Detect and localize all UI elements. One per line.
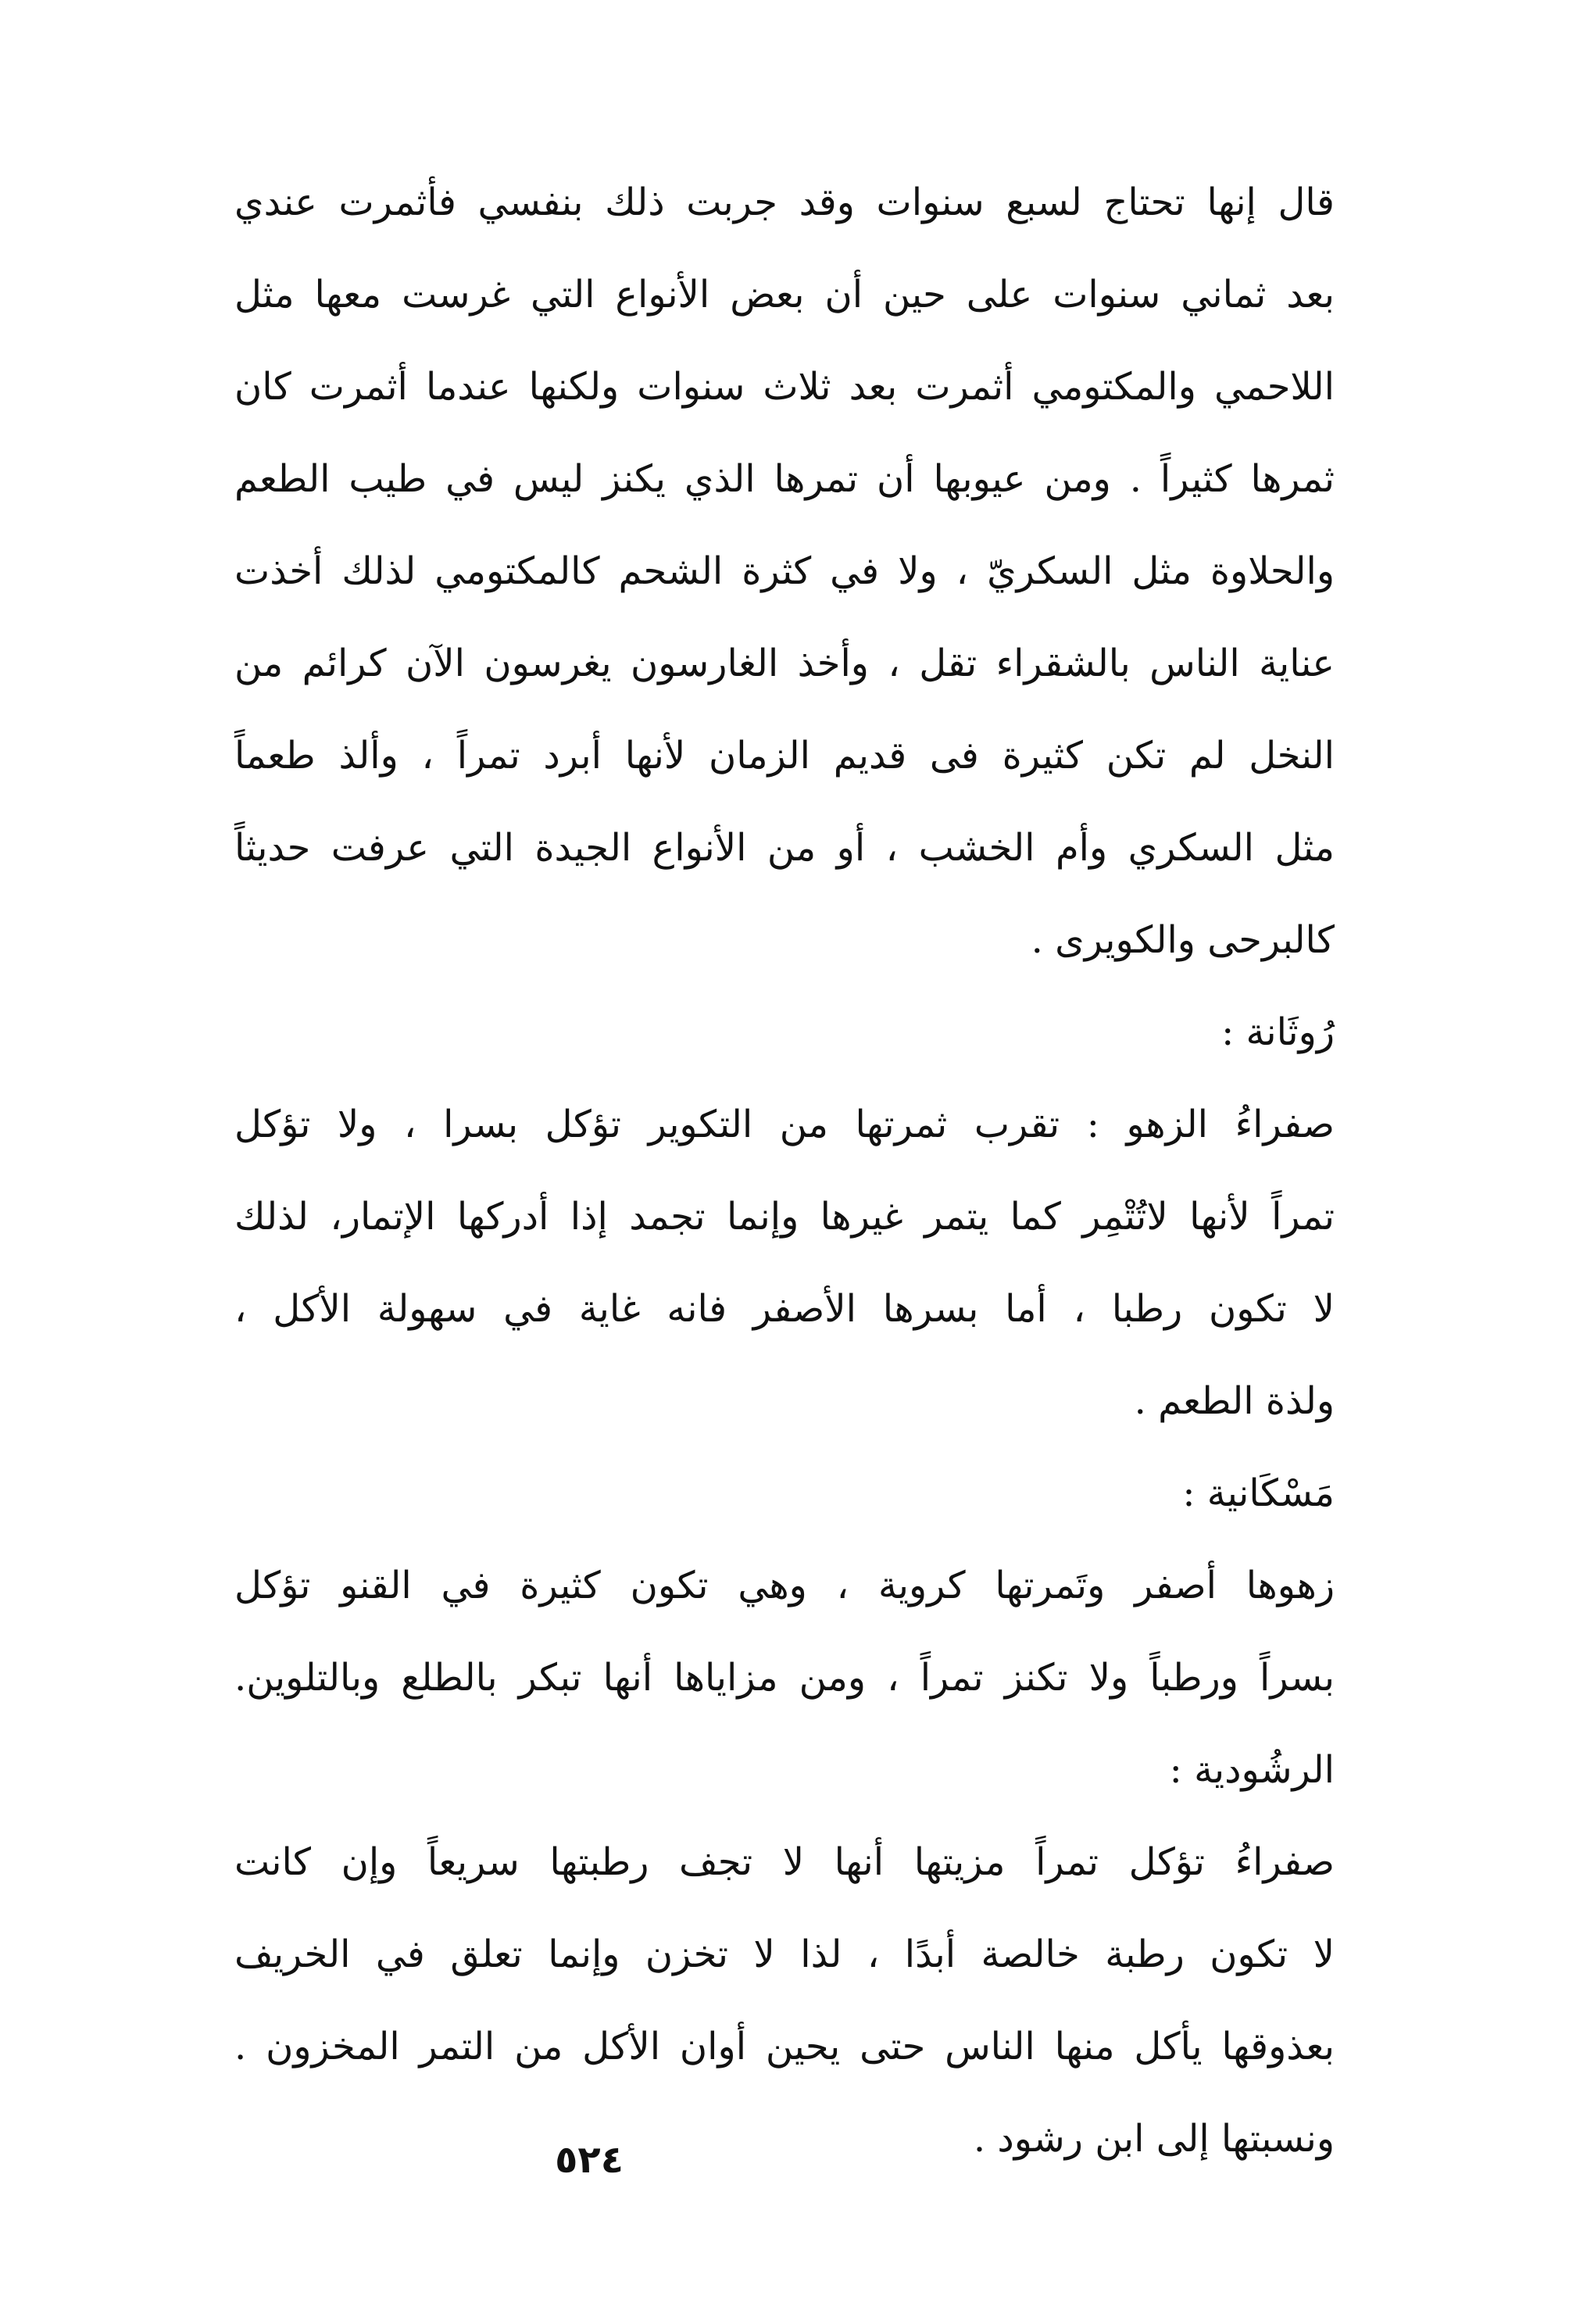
text-line: ونسبتها إلى ابن رشود . <box>973 2117 1335 2161</box>
text-line: ولذة الطعم . <box>1134 1379 1335 1423</box>
page-number: ٥٢٤ <box>555 2138 624 2182</box>
text-line: قال إنها تحتاج لسبع سنوات وقد جربت ذلك بنفسي فأثمرت عندي <box>234 181 1335 224</box>
text-line: بسراً ورطباً ولا تكنز تمراً ، ومن مزاياها أنها تبكر بالطلع وبالتلوين. <box>234 1656 1335 1700</box>
section-heading: الرشُودية : <box>1169 1748 1335 1792</box>
text-line: اللاحمي والمكتومي أثمرت بعد ثلاث سنوات ولكنها عندما أثمرت كان <box>234 365 1335 409</box>
text-line: عناية الناس بالشقراء تقل ، وأخذ الغارسون يغرسون الآن كرائم من <box>234 642 1335 685</box>
text-line: لا تكون رطبة خالصة أبدًا ، لذا لا تخزن وإنما تعلق في الخريف <box>234 1932 1335 1976</box>
page-text-block <box>234 156 1335 2185</box>
text-line: صفراءُ الزهو : تقرب ثمرتها من التكوير تؤكل بسرا ، ولا تؤكل <box>234 1103 1335 1146</box>
text-line: زهوها أصفر وتَمرتها كروية ، وهي تكون كثيرة في القنو تؤكل <box>234 1564 1335 1607</box>
text-line: مثل السكري وأم الخشب ، أو من الأنواع الجيدة التي عرفت حديثاً <box>234 826 1335 870</box>
text-line: والحلاوة مثل السكريّ ، ولا في كثرة الشحم كالمكتومي لذلك أخذت <box>234 549 1335 593</box>
text-line: النخل لم تكن كثيرة فى قديم الزمان لأنها أبرد تمراً ، وألذ طعماً <box>234 734 1335 778</box>
section-heading: مَسْكَانية : <box>1182 1471 1335 1515</box>
text-line: ثمرها كثيراً . ومن عيوبها أن تمرها الذي يكنز ليس في طيب الطعم <box>234 457 1335 501</box>
text-line: بعذوقها يأكل منها الناس حتى يحين أوان الأكل من التمر المخزون . <box>234 2025 1335 2068</box>
section-heading: رُوثَانة : <box>1221 1010 1335 1054</box>
text-line: بعد ثماني سنوات على حين أن بعض الأنواع التي غرست معها مثل <box>234 273 1335 316</box>
text-line: تمراً لأنها لاتُتْمِر كما يتمر غيرها وإنما تجمد إذا أدركها الإتمار، لذلك <box>234 1195 1335 1239</box>
text-line: صفراءُ تؤكل تمراً مزيتها أنها لا تجف رطبتها سريعاً وإن كانت <box>234 1840 1335 1884</box>
text-line: كالبرحى والكويرى . <box>1031 918 1335 962</box>
text-line: لا تكون رطبا ، أما بسرها الأصفر فانه غاية في سهولة الأكل ، <box>234 1287 1335 1331</box>
